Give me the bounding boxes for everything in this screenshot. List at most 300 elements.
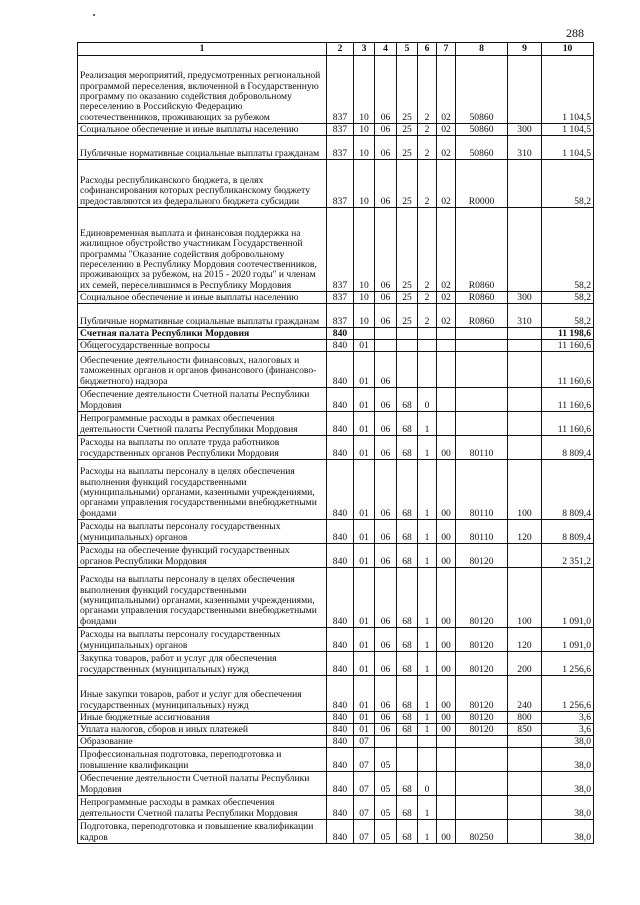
row-subsection-code: 06: [375, 520, 397, 544]
row-amount: 11 160,6: [542, 352, 594, 388]
row-target-code: 80120: [456, 652, 508, 676]
row-amount: 11 160,6: [542, 388, 594, 412]
row-subsection-code: [375, 736, 397, 748]
row-name: Единовременная выплата и финансовая поддержка на жилищное обустройство участникам Государственной программы "Оказание содействия добровольному переселению в Республику Мордовия соотечественников, проживающих за рубежом, на 2015 - 2020 годы" и членам их семей, переселившимся в Республику Мордовия: [78, 208, 327, 292]
row-expense-type-code: [508, 208, 542, 292]
row-amount: 3,6: [542, 724, 594, 736]
row-target-code: [456, 772, 508, 796]
row-expense-type-code: [508, 436, 542, 460]
row-event-code: 02: [437, 208, 456, 292]
row-name: Иные закупки товаров, работ и услуг для обеспечения государственных (муниципальных) нужд: [78, 676, 327, 712]
table-row: [78, 304, 594, 328]
row-section-code: 07: [354, 736, 375, 748]
row-name: Публичные нормативные социальные выплаты гражданам: [78, 304, 327, 328]
row-amount: 3,6: [542, 712, 594, 724]
budget-table: [77, 42, 594, 844]
row-amount: 38,0: [542, 748, 594, 772]
row-amount: 1 104,5: [542, 124, 594, 136]
row-event-code: 00: [437, 724, 456, 736]
row-subprogram-code: 1: [418, 820, 437, 844]
table-row: [78, 208, 594, 292]
row-name: Реализация мероприятий, предусмотренных региональной программой переселения, включенной в Государственную программу по оказанию содействия добровольному переселению в Российскую Федерацию соотечественников, проживающих за рубежом: [78, 56, 327, 124]
table-row: [78, 56, 594, 124]
table-row: [78, 712, 594, 724]
row-subsection-code: 06: [375, 460, 397, 520]
row-section-code: [354, 328, 375, 340]
row-name: Образование: [78, 736, 327, 748]
row-subsection-code: 05: [375, 820, 397, 844]
row-subprogram-code: 1: [418, 520, 437, 544]
row-ministry-code: 837: [327, 56, 354, 124]
row-event-code: [437, 340, 456, 352]
row-amount: 8 809,4: [542, 436, 594, 460]
row-expense-type-code: 800: [508, 712, 542, 724]
row-program-code: 68: [397, 628, 418, 652]
row-target-code: [456, 388, 508, 412]
row-program-code: 68: [397, 772, 418, 796]
table-row: [78, 328, 594, 340]
row-event-code: [437, 796, 456, 820]
header-col-10: 10: [542, 43, 594, 56]
row-subsection-code: 06: [375, 56, 397, 124]
row-program-code: [397, 328, 418, 340]
row-target-code: R0000: [456, 160, 508, 208]
row-expense-type-code: 200: [508, 652, 542, 676]
row-program-code: [397, 736, 418, 748]
row-event-code: 02: [437, 304, 456, 328]
row-section-code: 10: [354, 136, 375, 160]
row-subprogram-code: 2: [418, 56, 437, 124]
row-section-code: 10: [354, 304, 375, 328]
row-event-code: [437, 772, 456, 796]
row-target-code: 80120: [456, 724, 508, 736]
row-subsection-code: 06: [375, 712, 397, 724]
row-event-code: 00: [437, 652, 456, 676]
row-subprogram-code: 0: [418, 772, 437, 796]
row-name: Расходы на выплаты по оплате труда работников государственных органов Республики Мордовия: [78, 436, 327, 460]
row-expense-type-code: [508, 736, 542, 748]
row-ministry-code: 840: [327, 736, 354, 748]
row-section-code: 10: [354, 56, 375, 124]
row-expense-type-code: 240: [508, 676, 542, 712]
row-section-code: 07: [354, 772, 375, 796]
table-row: [78, 124, 594, 136]
row-program-code: 25: [397, 160, 418, 208]
row-ministry-code: 840: [327, 520, 354, 544]
row-ministry-code: 837: [327, 160, 354, 208]
row-target-code: 80120: [456, 712, 508, 724]
row-ministry-code: 840: [327, 436, 354, 460]
row-name: Обеспечение деятельности финансовых, налоговых и таможенных органов и органов финансового (финансово-бюджетного) надзора: [78, 352, 327, 388]
row-subsection-code: 06: [375, 436, 397, 460]
row-section-code: 01: [354, 712, 375, 724]
row-expense-type-code: 310: [508, 136, 542, 160]
header-col-3: 3: [354, 43, 375, 56]
row-program-code: 25: [397, 124, 418, 136]
row-subsection-code: 06: [375, 544, 397, 568]
row-target-code: [456, 340, 508, 352]
table-header: [78, 43, 594, 56]
table-row: [78, 772, 594, 796]
row-amount: 58,2: [542, 304, 594, 328]
row-target-code: 50860: [456, 124, 508, 136]
row-subprogram-code: 0: [418, 388, 437, 412]
row-target-code: 80120: [456, 628, 508, 652]
row-expense-type-code: [508, 160, 542, 208]
row-expense-type-code: [508, 328, 542, 340]
row-target-code: 50860: [456, 136, 508, 160]
row-amount: 38,0: [542, 772, 594, 796]
row-expense-type-code: [508, 56, 542, 124]
row-amount: 2 351,2: [542, 544, 594, 568]
header-row: [78, 43, 594, 56]
row-subsection-code: 05: [375, 748, 397, 772]
table-row: [78, 412, 594, 436]
table-row: [78, 724, 594, 736]
row-name: Непрограммные расходы в рамках обеспечения деятельности Счетной палаты Республики Мордовия: [78, 796, 327, 820]
row-section-code: 10: [354, 160, 375, 208]
header-col-6: 6: [418, 43, 437, 56]
row-ministry-code: 840: [327, 328, 354, 340]
row-subprogram-code: 2: [418, 160, 437, 208]
row-target-code: 80120: [456, 676, 508, 712]
row-event-code: 00: [437, 712, 456, 724]
row-name: Иные бюджетные ассигнования: [78, 712, 327, 724]
row-event-code: 00: [437, 436, 456, 460]
table-row: [78, 136, 594, 160]
row-section-code: 10: [354, 124, 375, 136]
row-target-code: 80110: [456, 460, 508, 520]
row-section-code: 10: [354, 292, 375, 304]
row-subsection-code: 06: [375, 412, 397, 436]
row-program-code: 68: [397, 412, 418, 436]
row-ministry-code: 840: [327, 412, 354, 436]
header-col-7: 7: [437, 43, 456, 56]
row-subsection-code: 06: [375, 124, 397, 136]
row-name: Расходы на выплаты персоналу в целях обеспечения выполнения функций государственными (муниципальными) органами, казенными учреждениями, органами управления государственными внебюджетными фондами: [78, 460, 327, 520]
row-subsection-code: 05: [375, 796, 397, 820]
row-ministry-code: 840: [327, 352, 354, 388]
row-event-code: [437, 328, 456, 340]
row-section-code: 01: [354, 460, 375, 520]
header-col-8: 8: [456, 43, 508, 56]
row-name: Расходы на выплаты персоналу в целях обеспечения выполнения функций государственными (муниципальными) органами, казенными учреждениями, органами управления государственными внебюджетными фондами: [78, 568, 327, 628]
row-program-code: 68: [397, 676, 418, 712]
row-amount: 58,2: [542, 208, 594, 292]
row-target-code: 80110: [456, 436, 508, 460]
table-row: [78, 388, 594, 412]
row-event-code: [437, 748, 456, 772]
row-program-code: 25: [397, 136, 418, 160]
row-subprogram-code: 2: [418, 136, 437, 160]
row-expense-type-code: 120: [508, 628, 542, 652]
row-section-code: 07: [354, 748, 375, 772]
row-event-code: 02: [437, 292, 456, 304]
row-section-code: 01: [354, 544, 375, 568]
row-expense-type-code: 120: [508, 520, 542, 544]
row-subsection-code: 06: [375, 136, 397, 160]
row-target-code: [456, 748, 508, 772]
row-event-code: 02: [437, 56, 456, 124]
row-amount: 11 160,6: [542, 340, 594, 352]
row-name: Закупка товаров, работ и услуг для обеспечения государственных (муниципальных) нужд: [78, 652, 327, 676]
row-ministry-code: 840: [327, 820, 354, 844]
row-subsection-code: 06: [375, 388, 397, 412]
row-section-code: 07: [354, 820, 375, 844]
row-target-code: [456, 328, 508, 340]
row-amount: 1 256,6: [542, 652, 594, 676]
row-target-code: R0860: [456, 292, 508, 304]
row-subsection-code: 06: [375, 208, 397, 292]
row-section-code: 01: [354, 436, 375, 460]
row-name: Социальное обеспечение и иные выплаты населению: [78, 124, 327, 136]
row-expense-type-code: [508, 772, 542, 796]
row-amount: 1 091,0: [542, 628, 594, 652]
row-subprogram-code: [418, 340, 437, 352]
row-section-code: 01: [354, 724, 375, 736]
row-ministry-code: 840: [327, 748, 354, 772]
header-col-4: 4: [375, 43, 397, 56]
row-subprogram-code: 1: [418, 676, 437, 712]
row-ministry-code: 840: [327, 460, 354, 520]
row-expense-type-code: [508, 748, 542, 772]
row-subprogram-code: [418, 352, 437, 388]
row-name: Социальное обеспечение и иные выплаты населению: [78, 292, 327, 304]
row-expense-type-code: [508, 388, 542, 412]
row-subsection-code: 06: [375, 352, 397, 388]
row-name: Расходы на обеспечение функций государственных органов Республики Мордовия: [78, 544, 327, 568]
row-subprogram-code: 1: [418, 544, 437, 568]
row-expense-type-code: 100: [508, 460, 542, 520]
row-ministry-code: 837: [327, 124, 354, 136]
row-ministry-code: 837: [327, 304, 354, 328]
row-ministry-code: 837: [327, 292, 354, 304]
row-event-code: 00: [437, 568, 456, 628]
row-ministry-code: 840: [327, 724, 354, 736]
row-program-code: 68: [397, 520, 418, 544]
row-expense-type-code: 310: [508, 304, 542, 328]
row-program-code: 68: [397, 796, 418, 820]
row-ministry-code: 840: [327, 652, 354, 676]
row-amount: 11 160,6: [542, 412, 594, 436]
row-subprogram-code: [418, 736, 437, 748]
row-subprogram-code: 2: [418, 208, 437, 292]
row-section-code: 01: [354, 652, 375, 676]
row-event-code: [437, 352, 456, 388]
row-amount: 1 256,6: [542, 676, 594, 712]
row-subsection-code: 06: [375, 568, 397, 628]
row-event-code: [437, 736, 456, 748]
row-section-code: 01: [354, 676, 375, 712]
row-subprogram-code: 1: [418, 712, 437, 724]
row-ministry-code: 837: [327, 136, 354, 160]
row-expense-type-code: 850: [508, 724, 542, 736]
row-section-code: 01: [354, 388, 375, 412]
row-program-code: 68: [397, 820, 418, 844]
table-body: [78, 56, 594, 844]
row-name: Общегосударственные вопросы: [78, 340, 327, 352]
row-subsection-code: 06: [375, 304, 397, 328]
row-ministry-code: 840: [327, 544, 354, 568]
table-row: [78, 652, 594, 676]
row-event-code: 00: [437, 820, 456, 844]
row-target-code: 80120: [456, 544, 508, 568]
row-subprogram-code: 1: [418, 460, 437, 520]
row-name: Расходы на выплаты персоналу государственных (муниципальных) органов: [78, 628, 327, 652]
row-program-code: 68: [397, 436, 418, 460]
row-subprogram-code: 1: [418, 628, 437, 652]
table-row: [78, 352, 594, 388]
header-col-1: 1: [78, 43, 327, 56]
row-amount: 8 809,4: [542, 520, 594, 544]
row-program-code: 25: [397, 304, 418, 328]
row-expense-type-code: 300: [508, 292, 542, 304]
scan-speck: [93, 14, 95, 16]
row-name: Подготовка, переподготовка и повышение квалификации кадров: [78, 820, 327, 844]
row-program-code: [397, 340, 418, 352]
row-subprogram-code: 1: [418, 652, 437, 676]
row-section-code: 01: [354, 628, 375, 652]
row-ministry-code: 840: [327, 340, 354, 352]
row-amount: 38,0: [542, 796, 594, 820]
row-program-code: 68: [397, 460, 418, 520]
row-subsection-code: 06: [375, 652, 397, 676]
row-subsection-code: [375, 328, 397, 340]
row-event-code: 02: [437, 124, 456, 136]
row-subprogram-code: 2: [418, 304, 437, 328]
table-row: [78, 676, 594, 712]
row-name: Непрограммные расходы в рамках обеспечения деятельности Счетной палаты Республики Мордовия: [78, 412, 327, 436]
row-name: Уплата налогов, сборов и иных платежей: [78, 724, 327, 736]
row-subprogram-code: 1: [418, 412, 437, 436]
row-target-code: [456, 412, 508, 436]
row-ministry-code: 840: [327, 676, 354, 712]
row-subsection-code: 05: [375, 772, 397, 796]
table-row: [78, 628, 594, 652]
row-subprogram-code: [418, 748, 437, 772]
row-ministry-code: 840: [327, 568, 354, 628]
row-section-code: 01: [354, 340, 375, 352]
row-ministry-code: 840: [327, 772, 354, 796]
table-row: [78, 520, 594, 544]
row-target-code: 50860: [456, 56, 508, 124]
row-event-code: 00: [437, 460, 456, 520]
row-amount: 11 198,6: [542, 328, 594, 340]
row-subsection-code: 06: [375, 724, 397, 736]
row-ministry-code: 840: [327, 712, 354, 724]
row-program-code: 25: [397, 292, 418, 304]
row-subprogram-code: 1: [418, 724, 437, 736]
row-event-code: 00: [437, 544, 456, 568]
row-name: Обеспечение деятельности Счетной палаты Республики Мордовия: [78, 388, 327, 412]
row-program-code: 68: [397, 568, 418, 628]
row-program-code: [397, 748, 418, 772]
row-ministry-code: 840: [327, 796, 354, 820]
row-subprogram-code: 1: [418, 568, 437, 628]
table-row: [78, 796, 594, 820]
row-section-code: 01: [354, 520, 375, 544]
row-event-code: [437, 412, 456, 436]
row-expense-type-code: [508, 820, 542, 844]
row-program-code: 68: [397, 712, 418, 724]
row-target-code: 80250: [456, 820, 508, 844]
table-row: [78, 568, 594, 628]
row-program-code: 68: [397, 388, 418, 412]
table-row: [78, 736, 594, 748]
row-subsection-code: [375, 340, 397, 352]
row-target-code: R0860: [456, 304, 508, 328]
row-ministry-code: 837: [327, 208, 354, 292]
row-target-code: 80120: [456, 568, 508, 628]
row-event-code: 00: [437, 520, 456, 544]
table-row: [78, 748, 594, 772]
table-row: [78, 460, 594, 520]
row-amount: 38,0: [542, 820, 594, 844]
row-subprogram-code: 1: [418, 796, 437, 820]
row-target-code: [456, 796, 508, 820]
row-expense-type-code: 100: [508, 568, 542, 628]
row-expense-type-code: [508, 544, 542, 568]
row-name: Профессиональная подготовка, переподготовка и повышение квалификации: [78, 748, 327, 772]
row-section-code: 01: [354, 568, 375, 628]
row-expense-type-code: [508, 352, 542, 388]
row-subsection-code: 06: [375, 628, 397, 652]
row-target-code: [456, 736, 508, 748]
row-subsection-code: 06: [375, 160, 397, 208]
row-subsection-code: 06: [375, 676, 397, 712]
row-section-code: 07: [354, 796, 375, 820]
row-program-code: 68: [397, 724, 418, 736]
row-name: Расходы на выплаты персоналу государственных (муниципальных) органов: [78, 520, 327, 544]
row-subprogram-code: 1: [418, 436, 437, 460]
row-section-code: 10: [354, 208, 375, 292]
row-amount: 1 104,5: [542, 56, 594, 124]
row-amount: 1 091,0: [542, 568, 594, 628]
row-target-code: R0860: [456, 208, 508, 292]
header-col-5: 5: [397, 43, 418, 56]
row-amount: 38,0: [542, 736, 594, 748]
row-expense-type-code: [508, 340, 542, 352]
row-expense-type-code: 300: [508, 124, 542, 136]
row-event-code: [437, 388, 456, 412]
row-section-code: 01: [354, 352, 375, 388]
row-amount: 58,2: [542, 292, 594, 304]
row-event-code: 00: [437, 628, 456, 652]
row-amount: 8 809,4: [542, 460, 594, 520]
row-ministry-code: 840: [327, 388, 354, 412]
table-row: [78, 292, 594, 304]
row-subprogram-code: 2: [418, 292, 437, 304]
table-row: [78, 340, 594, 352]
table-row: [78, 436, 594, 460]
row-program-code: 68: [397, 652, 418, 676]
row-event-code: 02: [437, 160, 456, 208]
table-row: [78, 820, 594, 844]
row-subsection-code: 06: [375, 292, 397, 304]
row-target-code: [456, 352, 508, 388]
row-program-code: 68: [397, 544, 418, 568]
row-amount: 58,2: [542, 160, 594, 208]
row-ministry-code: 840: [327, 628, 354, 652]
row-subprogram-code: [418, 328, 437, 340]
row-target-code: 80110: [456, 520, 508, 544]
header-col-9: 9: [508, 43, 542, 56]
row-event-code: 02: [437, 136, 456, 160]
header-col-2: 2: [327, 43, 354, 56]
row-name: Обеспечение деятельности Счетной палаты Республики Мордовия: [78, 772, 327, 796]
row-program-code: 25: [397, 208, 418, 292]
row-section-code: 01: [354, 412, 375, 436]
